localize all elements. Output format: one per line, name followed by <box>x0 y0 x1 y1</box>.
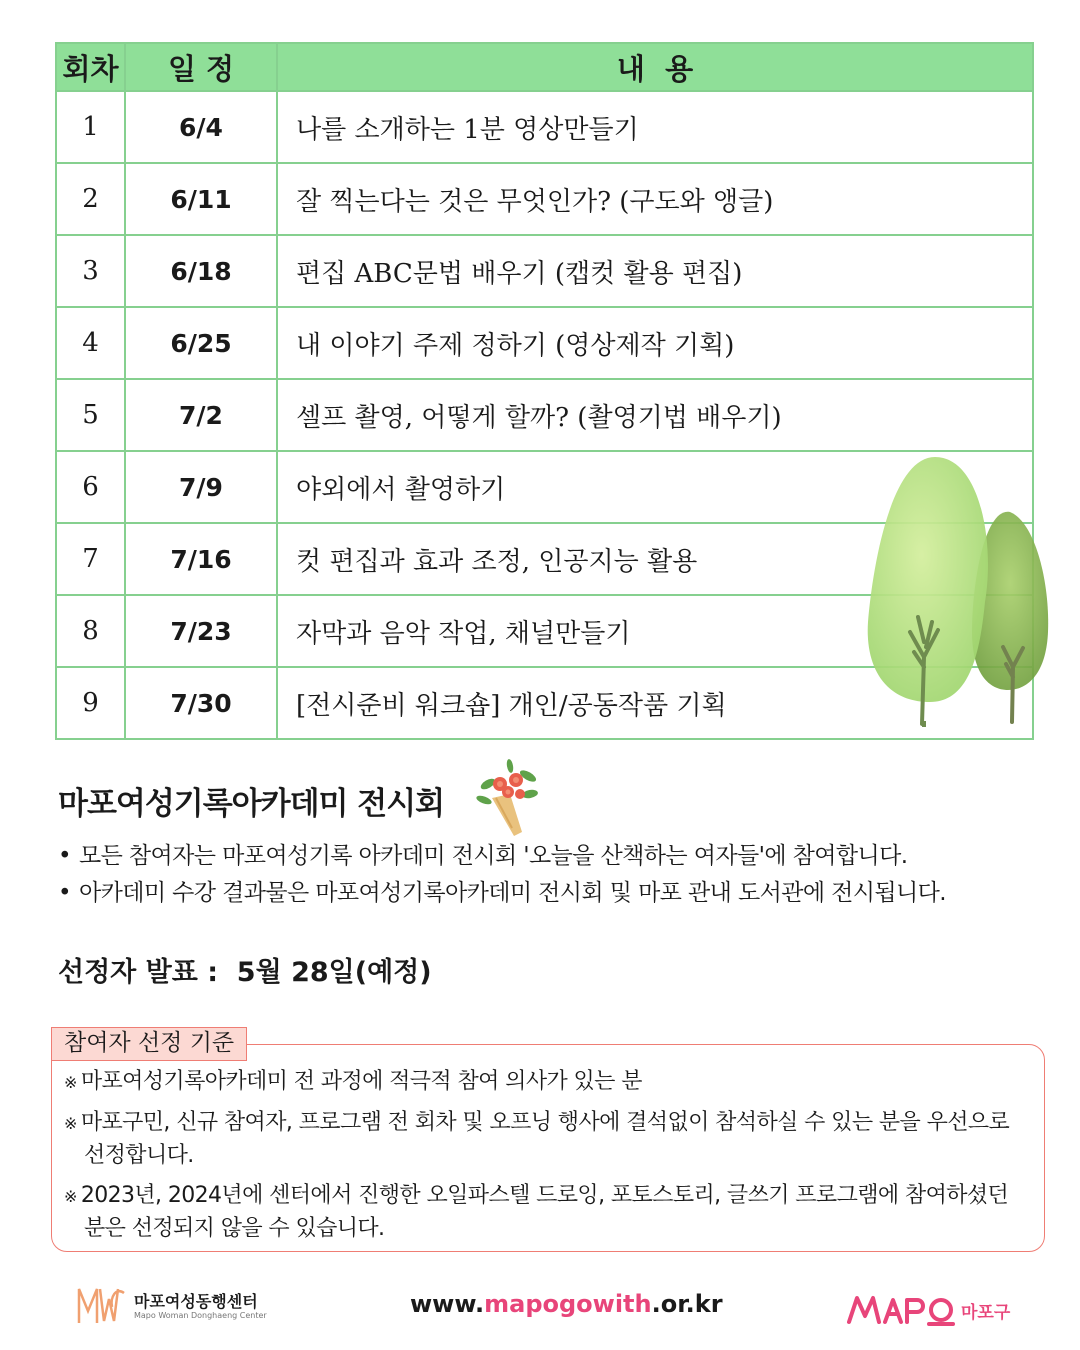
session-content: 컷 편집과 효과 조정, 인공지능 활용 <box>277 523 1033 595</box>
session-number: 4 <box>56 307 125 379</box>
center-name-en: Mapo Woman Donghaeng Center <box>134 1311 267 1320</box>
header-content: 내 용 <box>277 43 1033 91</box>
mwc-logo-icon <box>76 1283 126 1327</box>
session-content: 내 이야기 주제 정하기 (영상제작 기획) <box>277 307 1033 379</box>
criteria-text: 2023년, 2024년에 센터에서 진행한 오일파스텔 드로잉, 포토스토리, 글쓰기 프로그램에 참여하셨던 분은 선정되지 않을 수 있습니다. <box>80 1183 1009 1241</box>
session-date: 6/25 <box>125 307 277 379</box>
session-content: 야외에서 촬영하기 <box>277 451 1033 523</box>
header-no: 회차 <box>56 43 125 91</box>
session-content: 편집 ABC문법 배우기 (캡컷 활용 편집) <box>277 235 1033 307</box>
session-number: 3 <box>56 235 125 307</box>
session-number: 8 <box>56 595 125 667</box>
mapo-logo-icon <box>845 1290 955 1330</box>
table-header-row <box>56 43 1033 91</box>
table-row <box>56 307 1033 379</box>
session-date: 7/23 <box>125 595 277 667</box>
exhibition-title: 마포여성기록아카데미 전시회 <box>58 786 445 822</box>
list-item: • 모든 참여자는 마포여성기록 아카데미 전시회 '오늘을 산책하는 여자들'에 참여합니다. <box>58 838 946 875</box>
table-row <box>56 379 1033 451</box>
url-accent: mapogowith <box>484 1290 652 1318</box>
session-content: [전시준비 워크숍] 개인/공동작품 기획 <box>277 667 1033 739</box>
session-number: 7 <box>56 523 125 595</box>
criteria-text: 마포여성기록아카데미 전 과정에 적극적 참여 의사가 있는 분 <box>80 1069 642 1094</box>
session-number: 1 <box>56 91 125 163</box>
table-row <box>56 163 1033 235</box>
session-content: 셀프 촬영, 어떻게 할까? (촬영기법 배우기) <box>277 379 1033 451</box>
url-suffix: .or.kr <box>651 1290 723 1318</box>
session-content: 나를 소개하는 1분 영상만들기 <box>277 91 1033 163</box>
session-number: 9 <box>56 667 125 739</box>
session-number: 5 <box>56 379 125 451</box>
session-date: 6/18 <box>125 235 277 307</box>
list-item <box>64 1107 1024 1172</box>
url-prefix: www. <box>410 1290 485 1318</box>
session-content: 자막과 음악 작업, 채널만들기 <box>277 595 1033 667</box>
list-item <box>64 1180 1024 1245</box>
center-name: 마포여성동행센터 <box>134 1292 258 1311</box>
reference-mark: ※ <box>64 1187 77 1206</box>
session-date: 6/4 <box>125 91 277 163</box>
session-number: 2 <box>56 163 125 235</box>
criteria-text: 마포구민, 신규 참여자, 프로그램 전 회차 및 오프닝 행사에 결석없이 참석하실 수 있는 분을 우선으로 선정합니다. <box>80 1110 1010 1168</box>
session-date: 6/11 <box>125 163 277 235</box>
session-date: 7/2 <box>125 379 277 451</box>
session-date: 7/16 <box>125 523 277 595</box>
trees-illustration <box>860 452 1060 737</box>
header-date: 일 정 <box>125 43 277 91</box>
table-row <box>56 91 1033 163</box>
announcement: 선정자 발표 : 5월 28일(예정) <box>58 957 432 988</box>
mapo-gu-label: 마포구 <box>961 1303 1011 1323</box>
session-number: 6 <box>56 451 125 523</box>
exhibition-list <box>58 838 946 912</box>
bouquet-icon <box>474 758 544 838</box>
criteria-label: 참여자 선정 기준 <box>51 1027 247 1061</box>
reference-mark: ※ <box>64 1114 77 1133</box>
list-item <box>64 1066 1024 1099</box>
website-link[interactable] <box>410 1290 723 1318</box>
table-row <box>56 235 1033 307</box>
session-date: 7/30 <box>125 667 277 739</box>
criteria-list <box>64 1066 1024 1253</box>
list-item: • 아카데미 수강 결과물은 마포여성기록아카데미 전시회 및 마포 관내 도서관에 전시됩니다. <box>58 875 946 912</box>
session-date: 7/9 <box>125 451 277 523</box>
reference-mark: ※ <box>64 1073 77 1092</box>
session-content: 잘 찍는다는 것은 무엇인가? (구도와 앵글) <box>277 163 1033 235</box>
